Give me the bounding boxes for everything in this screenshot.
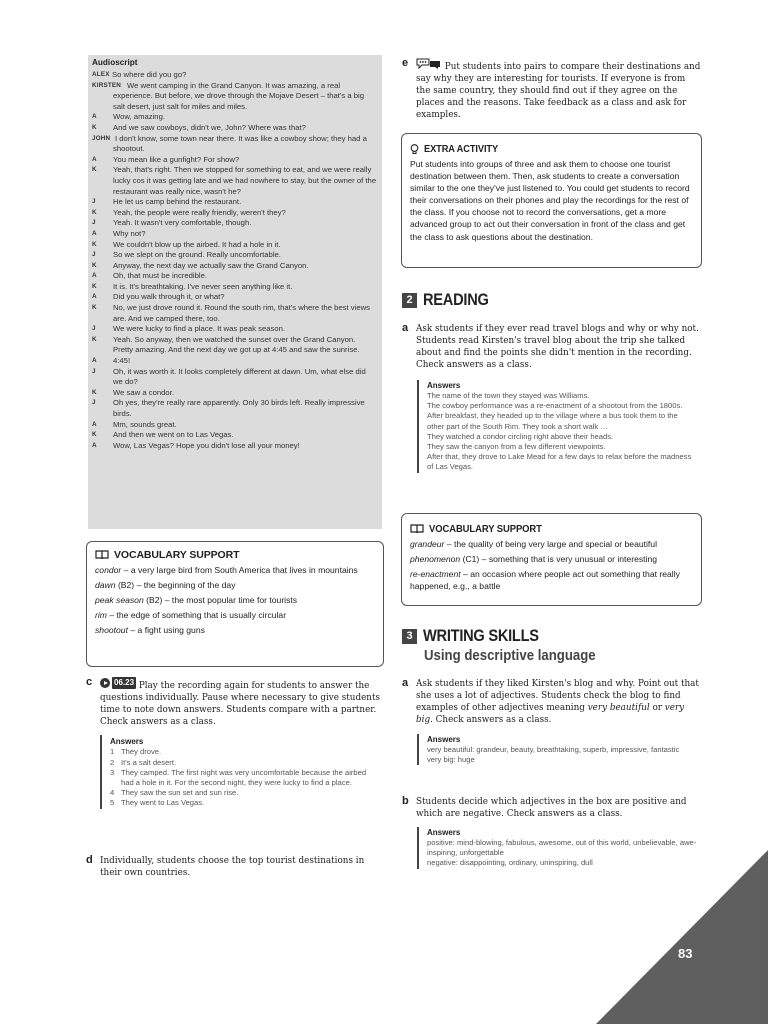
speaker-label: A <box>92 441 97 449</box>
pair-speech-icon <box>416 58 442 70</box>
page-number: 83 <box>678 946 693 961</box>
answer-line <box>110 788 370 798</box>
answer-line <box>110 798 370 808</box>
script-text: Did you walk through it, or what? <box>113 292 225 302</box>
answer-text: It's a salt desert. <box>121 757 177 767</box>
answer-line: The cowboy performance was a re-enactment of a shootout from the 1800s. <box>427 401 683 411</box>
script-text: Oh, it was worth it. It looks completely different at dawn. Um, what else did we do? <box>113 366 366 387</box>
script-text: Wow, amazing. <box>113 112 165 122</box>
script-line <box>92 367 377 388</box>
reading-exercise-a: a Ask students if they ever read travel blogs and why or why not. Students read Kirsten's travel blog about the trip she talked about and find the points she didn't mention in the recording. Check answers as a class. <box>402 322 699 371</box>
speaker-label: J <box>92 219 96 227</box>
speaker-label: JOHN <box>92 134 111 142</box>
script-line <box>92 324 377 335</box>
answer-line: very beautiful: grandeur, beauty, breathtaking, superb, impressive, fantastic <box>427 745 680 754</box>
speaker-label: J <box>92 198 96 206</box>
answer-line: negative: disappointing, ordinary, uninspiring, dull <box>427 858 593 868</box>
script-text: I don't know, some town near there. It was like a cowboy show; they had a shootout. <box>113 133 367 154</box>
speaker-label: K <box>92 282 97 290</box>
script-text: And we saw cowboys, didn't we, John? Where was that? <box>113 122 306 132</box>
reading-answers-box: Answers The name of the town they stayed was Williams. The cowboy performance was a re-enactment of a shootout from the 1800s. After breakfast, they headed up to the village where a bus took them to the other part of the South Rim. They took a short walk … They watched a condor circling right above their heads. They saw the canyon from a few different viewpoints. After that, they drove to Lake Mead for a few days to relax before the madness of Las Vegas. <box>417 380 695 473</box>
script-line <box>92 388 377 399</box>
script-line <box>92 229 377 240</box>
vocab-item <box>95 624 375 636</box>
speaker-label: J <box>92 399 96 407</box>
script-line <box>92 271 377 282</box>
script-line <box>92 292 377 303</box>
script-text: Yeah, that's right. Then we stopped for something to eat, and we were really lucky cos it was getting late and we had nowhere to stay, but the owner of the restaurant was really nice, wasn't he? <box>113 165 377 196</box>
answer-line: very big: huge <box>427 755 475 765</box>
script-text: And then we went on to Las Vegas. <box>113 430 234 440</box>
book-icon <box>410 524 424 534</box>
vocab-list <box>95 564 375 636</box>
script-text: 4:45! <box>113 356 131 366</box>
script-text: We went camping in the Grand Canyon. It was amazing, a real experience. But before, we drove through the Mojave Desert – that's a big salt desert, just salt for miles and miles. <box>113 80 365 111</box>
vocab-item <box>95 579 375 591</box>
answer-line: They watched a condor circling right above their heads. <box>427 431 614 441</box>
script-line <box>92 165 377 197</box>
speaker-label: K <box>92 123 97 131</box>
script-text: We saw a condor. <box>113 387 174 397</box>
answer-text: They camped. The first night was very uncomfortable because the airbed had a hole in it. For the second night, they were lucky to find a place. <box>121 767 367 788</box>
script-line <box>92 81 377 113</box>
script-line <box>92 155 377 166</box>
writing-exercise-b: b Students decide which adjectives in the box are positive and which are negative. Check answers as a class. <box>402 795 687 820</box>
speaker-label: A <box>92 357 97 365</box>
audioscript-title: Audioscript <box>92 58 138 67</box>
answer-line <box>110 747 370 757</box>
script-line <box>92 208 377 219</box>
script-text: We couldn't blow up the airbed. It had a hole in it. <box>113 239 281 249</box>
answers-box: Answers 1 They drove. 2 It's a salt desert. 3 They camped. The first night was very uncomfortable because the airbed had a hole in it. For the second night, they were lucky to find a place. 4 They saw the sun set and sun rise. 5 They went to Las Vegas. <box>100 735 370 808</box>
script-text: You mean like a gunfight? For show? <box>113 154 240 164</box>
script-line <box>92 356 377 367</box>
script-text: No, we just drove round it. Round the south rim, that's where the best views are. And we camped there, too. <box>113 303 370 323</box>
speaker-label: K <box>92 431 97 439</box>
script-line <box>92 134 377 155</box>
script-line <box>92 250 377 261</box>
vocab-level: (B2) <box>117 580 135 590</box>
answer-number: 3 <box>110 767 115 777</box>
exercise-letter: c <box>86 676 93 688</box>
vocab-term: phenomenon <box>410 554 461 564</box>
exercise-c <box>86 677 386 809</box>
script-line <box>92 197 377 208</box>
script-text: So we slept on the ground. Really uncomfortable. <box>113 250 281 260</box>
script-text: It is. It's breathtaking. I've never seen anything like it. <box>113 281 293 291</box>
answer-text: They went to Las Vegas. <box>121 798 205 808</box>
speaker-label: J <box>92 325 96 333</box>
vocab-title: VOCABULARY SUPPORT <box>410 523 693 535</box>
speaker-label: A <box>92 229 97 237</box>
answer-line <box>110 758 370 768</box>
vocab-item <box>410 538 693 550</box>
speaker-label: A <box>92 293 97 301</box>
vocab-term: peak season <box>95 595 144 605</box>
script-text: Yeah. So anyway, then we watched the sunset over the Grand Canyon. Pretty amazing. And the next day we got up at 4:45 and saw the sunrise. <box>113 334 360 355</box>
speaker-label: J <box>92 367 96 375</box>
speaker-label: K <box>92 208 97 216</box>
extra-activity-text: Put students into groups of three and ask them to choose one tourist destination between them. Then, ask students to create a conversation similar to the one they've just listened to. You could get students to record their conversations on their phones and play the recordings for the rest of the class. If you choose not to record the conversations, get a more advanced group to act out their conversation in front of the class and get the class to ask questions about the destination. <box>410 159 690 242</box>
vocab-term: shootout <box>95 625 128 635</box>
speaker-label: K <box>92 304 97 312</box>
lightbulb-icon <box>410 144 419 155</box>
section-subtitle: Using descriptive language <box>424 647 596 664</box>
speaker-label: K <box>92 240 97 248</box>
script-text: Anyway, the next day we actually saw the Grand Canyon. <box>113 260 309 270</box>
script-text: Yeah, the people were really friendly, weren't they? <box>113 207 286 217</box>
extra-activity-box <box>401 133 702 268</box>
book-icon <box>95 550 109 560</box>
vocab-level: (C1) <box>462 554 480 564</box>
writing-exercise-a: a Ask students if they liked Kirsten's blog and why. Point out that she uses a lot of adjectives. Students check the blog to find examples of other adjectives meaning very beautiful or very big. Check answers as a class. <box>402 677 699 726</box>
vocab-definition: – a very large bird from South America that lives in mountains <box>123 565 358 575</box>
script-text: Oh, that must be incredible. <box>113 271 208 281</box>
answer-text: They drove. <box>121 747 162 757</box>
section-reading-header <box>402 290 499 310</box>
vocab-definition: – something that is very unusual or interesting <box>481 554 657 564</box>
script-text: He let us camp behind the restaurant. <box>113 197 242 207</box>
vocab-definition: – an occasion where people act out something that really happened, e.g., a battle <box>410 569 680 591</box>
section-title: READING <box>423 290 489 309</box>
script-text: Wow, Las Vegas? Hope you didn't lose all your money! <box>113 440 300 450</box>
speaker-label: K <box>92 166 97 174</box>
script-text: Why not? <box>113 228 146 238</box>
exercise-d: d Individually, students choose the top tourist destinations in their own countries. <box>86 854 365 879</box>
script-line <box>92 240 377 251</box>
speaker-label: K <box>92 261 97 269</box>
answer-number: 5 <box>110 798 115 808</box>
script-line <box>92 441 377 452</box>
script-line <box>92 303 377 324</box>
audioscript-box <box>88 55 382 529</box>
answer-line <box>110 768 370 788</box>
script-text: So where did you go? <box>112 70 187 79</box>
exercise-text: Play the recording again for students to answer the questions individually. Pause where necessary to give students time to note down answers. Students compare with a partner. Check answers as a class. <box>100 681 381 728</box>
exercise-text: Put students into pairs to compare their destinations and say why they are interesting for tourists. If everyone is from the same country, they should find out if they agree on the places and the reasons. Take feedback as a class and ask for examples. <box>416 62 701 121</box>
script-line <box>92 70 377 81</box>
section-title: WRITING SKILLS <box>423 626 539 645</box>
vocab-term: grandeur <box>410 539 445 549</box>
script-line <box>92 335 377 356</box>
answer-number: 2 <box>110 757 115 767</box>
answer-text: They saw the sun set and sun rise. <box>121 788 239 798</box>
vocab-item <box>410 568 693 592</box>
vocab-definition: – the most popular time for tourists <box>164 595 298 605</box>
script-text: Mm, sounds great. <box>113 419 177 429</box>
speaker-label: K <box>92 388 97 396</box>
answers-list <box>110 747 370 808</box>
extra-activity-title: EXTRA ACTIVITY <box>424 143 499 155</box>
section-number: 3 <box>402 629 417 644</box>
script-line <box>92 218 377 229</box>
speaker-label: J <box>92 251 96 259</box>
speaker-label: A <box>92 155 97 163</box>
vocabulary-support-box-2 <box>401 513 702 606</box>
vocab-level: (B2) <box>146 595 163 605</box>
script-line <box>92 282 377 293</box>
script-text: We were lucky to find a place. It was peak season. <box>113 324 286 334</box>
script-line <box>92 420 377 431</box>
speaker-label: A <box>92 113 97 121</box>
writing-b-answers-box: Answers positive: mind-blowing, fabulous, awesome, out of this world, unbelievable, awe-inspiring, unforgettable negative: disappointing, ordinary, uninspiring, dull <box>417 827 702 869</box>
audioscript-lines <box>92 70 377 451</box>
vocab-item <box>410 553 693 565</box>
exercise-e: e Put students into pairs to compare their destinations and say why they are interesting for tourists. If everyone is from the same country, they should find out if they agree on the places and the reasons. Take feedback as a class and ask for examples. <box>402 57 701 121</box>
script-line <box>92 430 377 441</box>
script-line <box>92 261 377 272</box>
vocab-item <box>95 564 375 576</box>
script-text: Oh yes, they're really rare apparently. Only 30 birds left. Really impressive birds. <box>113 398 365 418</box>
section-writing-header <box>402 626 558 646</box>
page-corner-triangle <box>596 850 768 1024</box>
answers-list <box>427 745 702 765</box>
speaker-label: K <box>92 335 97 343</box>
answer-line: The name of the town they stayed was Williams. <box>427 391 590 400</box>
vocab-definition: – the quality of being very large and special or beautiful <box>446 539 657 549</box>
vocab-term: dawn <box>95 580 116 590</box>
writing-a-answers-box: Answers very beautiful: grandeur, beauty, breathtaking, superb, impressive, fantastic very big: huge <box>417 734 702 765</box>
section-number: 2 <box>402 293 417 308</box>
vocabulary-support-box-1 <box>86 541 384 667</box>
vocab-definition: – the edge of something that is usually circular <box>109 610 287 620</box>
speaker-label: KIRSTEN <box>92 81 122 89</box>
exercise-text: Ask students if they ever read travel blogs and why or why not. Students read Kirsten's travel blog about the trip she talked about and find the points she didn't mention in the recording. Check answers as a class. <box>416 324 699 371</box>
answer-number: 1 <box>110 747 115 757</box>
answer-line: positive: mind-blowing, fabulous, awesome, out of this world, unbelievable, awe-inspiring, unforgettable <box>427 838 697 858</box>
script-text: Yeah. It wasn't very comfortable, though. <box>113 218 252 228</box>
vocab-item <box>95 594 375 606</box>
vocab-term: rim <box>95 610 107 620</box>
script-line <box>92 112 377 123</box>
vocab-term: re-enactment <box>410 569 461 579</box>
speaker-label: A <box>92 420 97 428</box>
vocab-list <box>410 538 693 592</box>
audio-track-badge[interactable]: 06.23 <box>100 677 136 689</box>
exercise-text: Individually, students choose the top tourist destinations in their own countries. <box>100 856 365 879</box>
answer-number: 4 <box>110 788 115 798</box>
answer-line: After breakfast, they headed up to the village where a bus took them to the other part of the South Rim. They took a short walk … <box>427 411 678 431</box>
answer-line: After that, they drove to Lake Mead for a few days to relax before the madness of Las Vegas. <box>427 452 692 472</box>
vocab-definition: – a fight using guns <box>130 625 205 635</box>
answers-list <box>427 391 695 473</box>
play-icon <box>100 678 110 688</box>
vocab-term: condor <box>95 565 122 575</box>
vocab-title: VOCABULARY SUPPORT <box>95 549 375 561</box>
script-line <box>92 398 377 419</box>
speaker-label: ALEX <box>92 71 110 78</box>
speaker-label: A <box>92 272 97 280</box>
script-line <box>92 123 377 134</box>
vocab-item <box>95 609 375 621</box>
vocab-definition: – the beginning of the day <box>136 580 236 590</box>
answer-line: They saw the canyon from a few different viewpoints. <box>427 442 606 452</box>
